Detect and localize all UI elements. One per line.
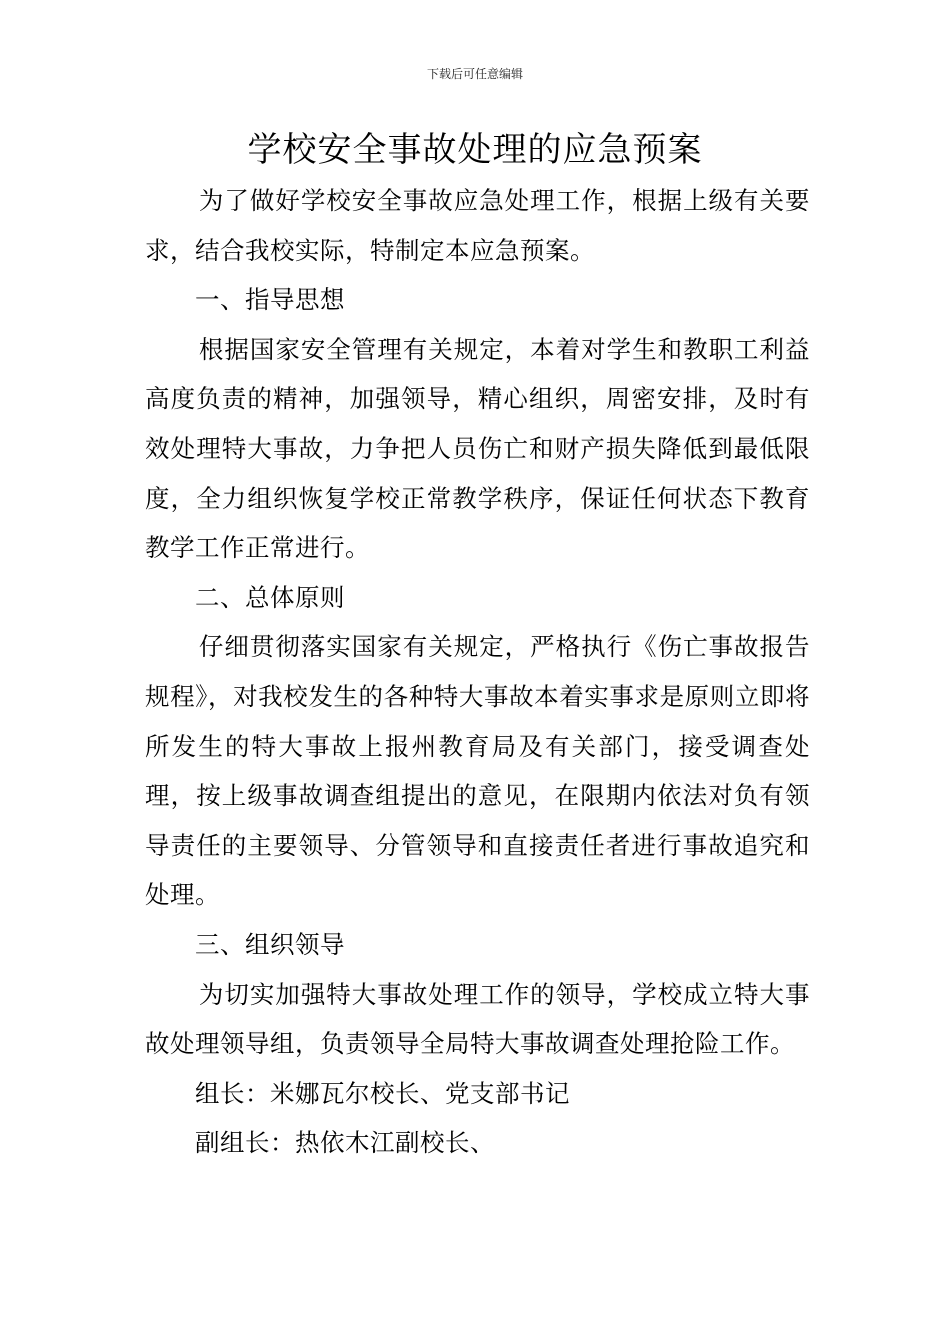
intro-paragraph: 为了做好学校安全事故应急处理工作，根据上级有关要求，结合我校实际，特制定本应急预案。 (145, 186, 810, 265)
member-line-leader: 组长：米娜瓦尔校长、党支部书记 (195, 1078, 570, 1108)
section-heading-organization: 三、组织领导 (195, 929, 345, 959)
guiding-thought-paragraph: 根据国家安全管理有关规定，本着对学生和教职工利益高度负责的精神，加强领导，精心组织，周密安排，及时有效处理特大事故，力争把人员伤亡和财产损失降低到最低限度，全力组织恢复学校正常教学秩序，保证任何状态下教育教学工作正常进行。 (145, 334, 810, 563)
section-heading-guiding-thought: 一、指导思想 (195, 285, 345, 315)
general-principle-paragraph: 仔细贯彻落实国家有关规定，严格执行《伤亡事故报告规程》，对我校发生的各种特大事故本着实事求是原则立即将所发生的特大事故上报州教育局及有关部门，接受调查处理，按上级事故调查组提出的意见，在限期内依法对负有领导责任的主要领导、分管领导和直接责任者进行事故追究和处理。 (145, 632, 810, 910)
header-note: 下载后可任意编辑 (426, 67, 523, 81)
document-body (145, 176, 810, 1168)
document-title: 学校安全事故处理的应急预案 (247, 130, 703, 170)
section-heading-general-principle: 二、总体原则 (195, 582, 345, 612)
organization-paragraph: 为切实加强特大事故处理工作的领导，学校成立特大事故处理领导组，负责领导全局特大事故调查处理抢险工作。 (145, 979, 810, 1059)
member-line-deputy-leader: 副组长：热依木江副校长、 (195, 1128, 495, 1158)
